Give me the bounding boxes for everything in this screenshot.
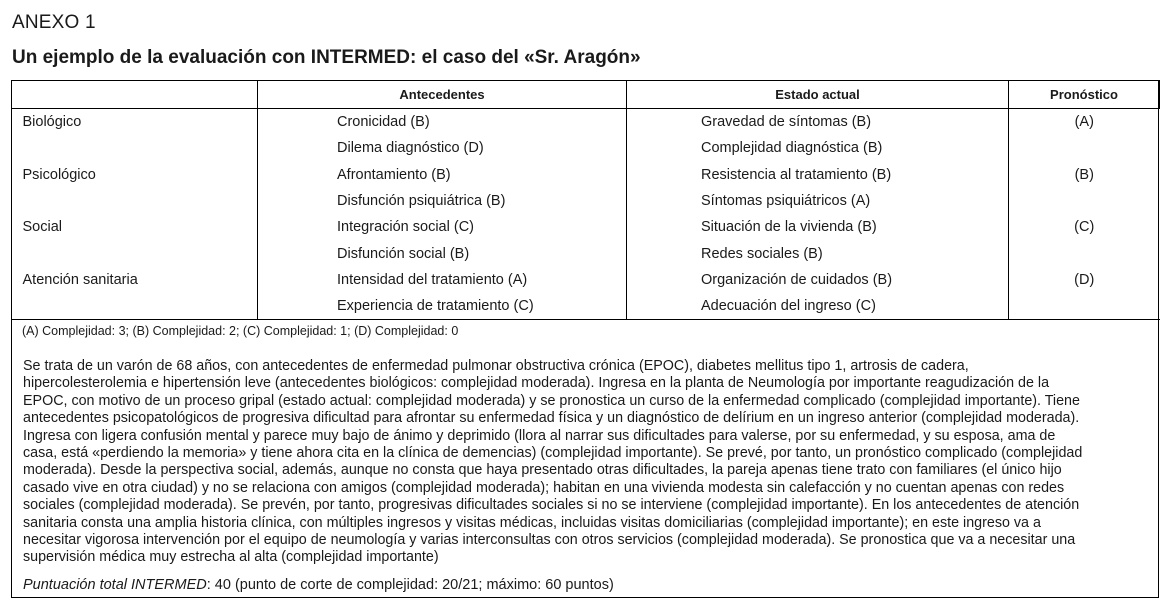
table-row: [12, 240, 1160, 266]
pronostico-cell: [1009, 188, 1160, 214]
case-line: hipercolesterolemia e hipertensión leve (antecedentes biológicos: complejidad moderada). Ingresa en la planta de Neumología por importante reagudización de la: [23, 375, 1050, 392]
table-row: [12, 188, 1160, 214]
header-antecedentes: Antecedentes: [258, 81, 627, 109]
row-category: [12, 135, 258, 161]
complexity-legend: (A) Complejidad: 3; (B) Complejidad: 2; (C) Complejidad: 1; (D) Complejidad: 0: [22, 324, 459, 338]
table-row: [12, 214, 1160, 240]
estado-cell: Gravedad de síntomas (B): [627, 109, 1009, 136]
pronostico-cell: [1009, 293, 1160, 320]
row-category: Psicológico: [22, 166, 96, 183]
score-label: Puntuación total INTERMED: [23, 577, 207, 593]
case-line: Se trata de un varón de 68 años, con antecedentes de enfermedad pulmonar obstructiva crónica (EPOC), diabetes mellitus tipo 1, artrosis de cadera,: [23, 358, 969, 374]
estado-cell: Redes sociales (B): [627, 240, 1009, 266]
case-line: supervisión médica muy estrecha al alta (complejidad importante): [23, 549, 439, 566]
row-category: [12, 240, 258, 266]
table-row: [12, 135, 1160, 161]
antecedentes-cell: Intensidad del tratamiento (A): [258, 267, 627, 293]
antecedentes-cell: Disfunción social (B): [258, 240, 627, 266]
score-text: : 40 (punto de corte de complejidad: 20/21; máximo: 60 puntos): [206, 577, 614, 593]
pronostico-cell: [1009, 240, 1160, 266]
case-line: antecedentes psicopatológicos de progresiva dificultad para afrontar su enfermedad física y un diagnóstico de delírium en un ingreso anterior (complejidad moderada).: [23, 410, 1080, 427]
antecedentes-cell: Dilema diagnóstico (D): [258, 135, 627, 161]
pronostico-cell: (C): [1009, 214, 1160, 240]
pronostico-cell: (A): [1009, 109, 1160, 136]
row-category: Atención sanitaria: [22, 271, 138, 288]
annex-label: ANEXO 1: [12, 12, 96, 33]
antecedentes-cell: Disfunción psiquiátrica (B): [258, 188, 627, 214]
row-category: [12, 293, 258, 320]
table-header-row: [12, 81, 1160, 109]
table-row: [12, 293, 1160, 320]
antecedentes-cell: Cronicidad (B): [258, 109, 627, 136]
page-title: Un ejemplo de la evaluación con INTERMED: el caso del «Sr. Aragón»: [12, 47, 641, 68]
estado-cell: Adecuación del ingreso (C): [627, 293, 1009, 320]
header-empty: [12, 81, 258, 109]
estado-cell: Síntomas psiquiátricos (A): [627, 188, 1009, 214]
case-line: sociales (complejidad moderada). Se prevén, por tanto, progresivas dificultades sociales si no se interviene (complejidad importante). En los antecedentes de atención: [23, 497, 1080, 514]
case-line: moderada). Desde la perspectiva social, además, aunque no consta que haya presentado otras dificultades, la pareja apenas tiene trato con familiares (el único hijo: [23, 462, 1062, 479]
estado-cell: Complejidad diagnóstica (B): [627, 135, 1009, 161]
case-line: necesitar vigorosa intervención por el equipo de neumología y varias interconsultas con otros servicios (complejidad moderada). Se pronostica que va a necesitar una: [23, 532, 1076, 549]
estado-cell: Organización de cuidados (B): [627, 267, 1009, 293]
pronostico-cell: [1009, 135, 1160, 161]
case-line: sanitaria consta una amplia historia clínica, con múltiples ingresos y visitas médicas, incluidas visitas domiciliarias (complejidad importante); en este ingreso va a: [23, 514, 1041, 531]
case-line: EPOC, con motivo de un proceso gripal (estado actual: complejidad moderada) y se pronostica un curso de la enfermedad complicado (complejidad importante). Tiene: [23, 392, 1080, 409]
row-category: Social: [22, 219, 62, 236]
header-estado-actual: Estado actual: [627, 81, 1009, 109]
pronostico-cell: (D): [1009, 267, 1160, 293]
table-row: [12, 109, 1160, 136]
total-score: [23, 577, 614, 593]
row-category: [12, 188, 258, 214]
case-line: Ingresa con ligera confusión mental y parece muy bajo de ánimo y deprimido (llora al narrar sus dificultades para valerse, por su enfermedad, y su esposa, ama de: [23, 427, 1056, 444]
intermed-table: [11, 80, 1160, 320]
antecedentes-cell: Afrontamiento (B): [258, 162, 627, 188]
estado-cell: Resistencia al tratamiento (B): [627, 162, 1009, 188]
table-row: [12, 162, 1160, 188]
header-pronostico: Pronóstico: [1009, 81, 1160, 109]
case-line: casado vive en otra ciudad) y no se relaciona con amigos (complejidad moderada); habitan en una vivienda modesta sin calefacción y no cuentan apenas con redes: [23, 479, 1065, 496]
pronostico-cell: (B): [1009, 162, 1160, 188]
table-row: [12, 267, 1160, 293]
case-description: [23, 358, 1151, 567]
estado-cell: Situación de la vivienda (B): [627, 214, 1009, 240]
antecedentes-cell: Experiencia de tratamiento (C): [258, 293, 627, 320]
row-category: Biológico: [22, 114, 82, 131]
antecedentes-cell: Integración social (C): [258, 214, 627, 240]
case-line: casa, está «perdiendo la memoria» y tiene ahora cita en la clínica de demencias) (complejidad importante). Se prevé, por tanto, un pronóstico complicado (complejidad: [23, 445, 1083, 462]
